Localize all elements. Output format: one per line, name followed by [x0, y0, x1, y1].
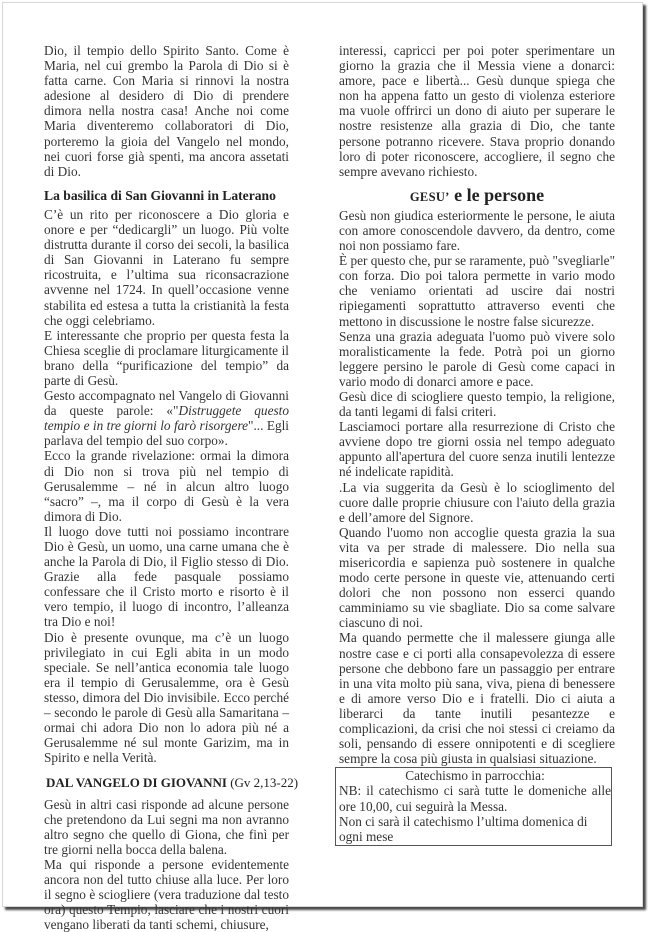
catechism-notice-box — [335, 767, 612, 845]
gesto-text: Gesto accompagnato nel Vangelo di Giovanni da queste parole: «" — [44, 388, 289, 419]
gesu-paragraph: Gesù dice di sciogliere questo tempio, la religione, da tanti legami di falsi criteri. — [339, 388, 615, 420]
gesu-paragraph: Gesù non giudica esteriormente le persone, le aiuta con amore conoscendole davvero, da dentro, come noi non possiamo fare. — [339, 207, 615, 254]
vangelo-heading — [46, 775, 299, 791]
gesu-paragraph: È per questo che, pur se raramente, può "svegliarle" con forza. Dio poi talora permette in vario modo che veniamo orientati ad uscire dai nostri ripiegamenti soprattutto attraverso eventi che mettono in discussione le nostre false sicurezze. — [339, 253, 615, 329]
gesu-paragraph: .La via suggerita da Gesù è lo scioglimento del cuore dalle proprie chiusure con l'aiuto della grazia e dell’amore del Signore. — [339, 479, 615, 525]
notice-title: Catechismo in parrocchia: — [405, 768, 545, 784]
left-column — [44, 43, 299, 932]
basilica-paragraph: E interessante che proprio per questa festa la Chiesa sceglie di proclamare liturgicamente il brano della “purificazione del tempio” da parte di Gesù. — [44, 327, 289, 388]
rivelazione-paragraph: Il luogo dove tutti noi possiamo incontrare Dio è Gesù, un uomo, una carne umana che è anche la Parola di Dio, il Figlio stesso di Dio. Grazie alla fede pasquale possiamo confessare che il Cristo morto e risorto è il vero tempio, il luogo di incontro, l’alleanza tra Dio e noi! — [44, 523, 289, 630]
gesu-paragraph: Quando l'uomo non accoglie questa grazia la sua vita va per strade di malessere. Dio nella sua misericordia e sapienza può sostenere in qualche modo certe persone in queste vie, attenuando certi dolori che non possono non esserci quando camminiamo su vie sbagliate. Dio sa come salvare ciascuno di noi. — [339, 524, 615, 631]
gesu-paragraph: Senza una grazia adeguata l'uomo può vivere solo moralisticamente la fede. Potrà poi un giorno leggere persino le parole di Gesù come capaci in vario modo di donarci amore e pace. — [339, 328, 615, 389]
gesto-paragraph — [44, 388, 289, 448]
intro-paragraph: Dio, il tempio dello Spirito Santo. Come è Maria, nel cui grembo la Parola di Dio si è fatta carne. Con Maria si rinnovi la nostra adesione al desidero di Dio di prendere dimora nella nostra casa! Anche noi come Maria diventeremo collaboratori di Dio, porteremo la gioia del Vangelo nel mondo, nei cuori forse già spenti, ma ancora assetati di Dio. — [44, 43, 289, 179]
continuation-paragraph: interessi, capricci per poi poter sperimentare un giorno la grazia che il Messia viene a donarci: amore, pace e libertà... Gesù dunque spiega che non ha appena fatto un gesto di violenza esteriore ma vuole offrirci un dono di aiuto per superare le nostre resistenze alla grazia di Dio, che tante persone potranno ricevere. Stava proprio donando loro di poter riconoscere, accogliere, il segno che sempre avevano richiesto. — [339, 43, 615, 179]
rivelazione-paragraph: Dio è presente ovunque, ma c’è un luogo privilegiato in cui Egli abita in un modo speciale. Se nell’antica economia tale luogo era il tempio di Gerusalemme, ora è Gesù stesso, dimora del Dio invisibile. Ecco perché – secondo le parole di Gesù alla Samaritana – ormai chi adora Dio non lo adora più né a Gerusalemme né sul monte Garizim, ma in Spirito e nella Verità. — [44, 629, 289, 766]
document-page — [2, 2, 643, 932]
notice-line: Non ci sarà il catechismo l’ultima domenica di ogni mese — [339, 813, 588, 844]
gesu-paragraph: Lasciamoci portare alla resurrezione di Cristo che avviene dopo tre giorni ossia nel tempo adeguato appunto all'apertura del cuore senza inutili lentezze né indelicate rapidità. — [339, 419, 615, 480]
vangelo-title: DAL VANGELO DI GIOVANNI — [46, 775, 227, 791]
gesu-heading — [339, 186, 615, 207]
basilica-heading: La basilica di San Giovanni in Laterano — [44, 187, 276, 203]
vangelo-paragraph: Ma qui risponde a persone evidentemente ancora non del tutto chiuse alla luce. Per loro il segno è sciogliere (vera traduzione dal testo ora) questo Tempio, lasciare che i nostri cuori vengano liberati da tanti schemi, chiusure, — [44, 856, 289, 932]
gesto-text: "... Egli parlava del tempio del suo corpo». — [44, 418, 289, 449]
right-column — [339, 43, 615, 846]
vangelo-reference: (Gv 2,13-22) — [230, 775, 299, 791]
notice-line: NB: il catechismo ci sarà tutte le domeniche alle ore 10,00, cui seguirà la Messa. — [339, 783, 611, 814]
basilica-paragraph: C’è un rito per riconoscere a Dio gloria e onore e per “dedicargli” un luogo. Più volte distrutta durante il corso dei secoli, la basilica di San Giovanni in Laterano fu sempre ricostruita, e l’ultima sua riconsacrazione avvenne nel 1724. In quell’occasione venne stabilita ed estesa a tutta la cristianità la festa che oggi celebriamo. — [44, 206, 289, 328]
rivelazione-paragraph: Ecco la grande rivelazione: ormai la dimora di Dio non si trova più nel tempio di Gerusalemme – né in alcun altro luogo “sacro” –, ma il corpo di Gesù è la vera dimora di Dio. — [44, 448, 289, 524]
gospel-quote: Distruggete questo tempio e in tre giorni lo farò risorgere — [44, 403, 289, 434]
gesu-heading-rest: e le persone — [449, 184, 545, 205]
vangelo-paragraph: Gesù in altri casi risponde ad alcune persone che pretendono da Lui segni ma non avranno altro segno che quello di Giona, che finì per tre giorni nella bocca della balena. — [44, 796, 289, 857]
gesu-heading-caps: GESU’ — [409, 189, 450, 204]
gesu-paragraph: Ma quando permette che il malessere giunga alle nostre case e ci porti alla consapevolezza di essere persone che debbono fare un passaggio per entrare in una vita molto più sana, viva, piena di benessere e di amore verso Dio e i fratelli. Dio ci aiuta a liberarci da tante inutili pesantezze e complicazioni, da crisi che noi stessi ci creiamo da soli, pensando di essere onnipotenti e di scegliere sempre la cosa più giusta in qualsiasi situazione. — [339, 630, 615, 767]
